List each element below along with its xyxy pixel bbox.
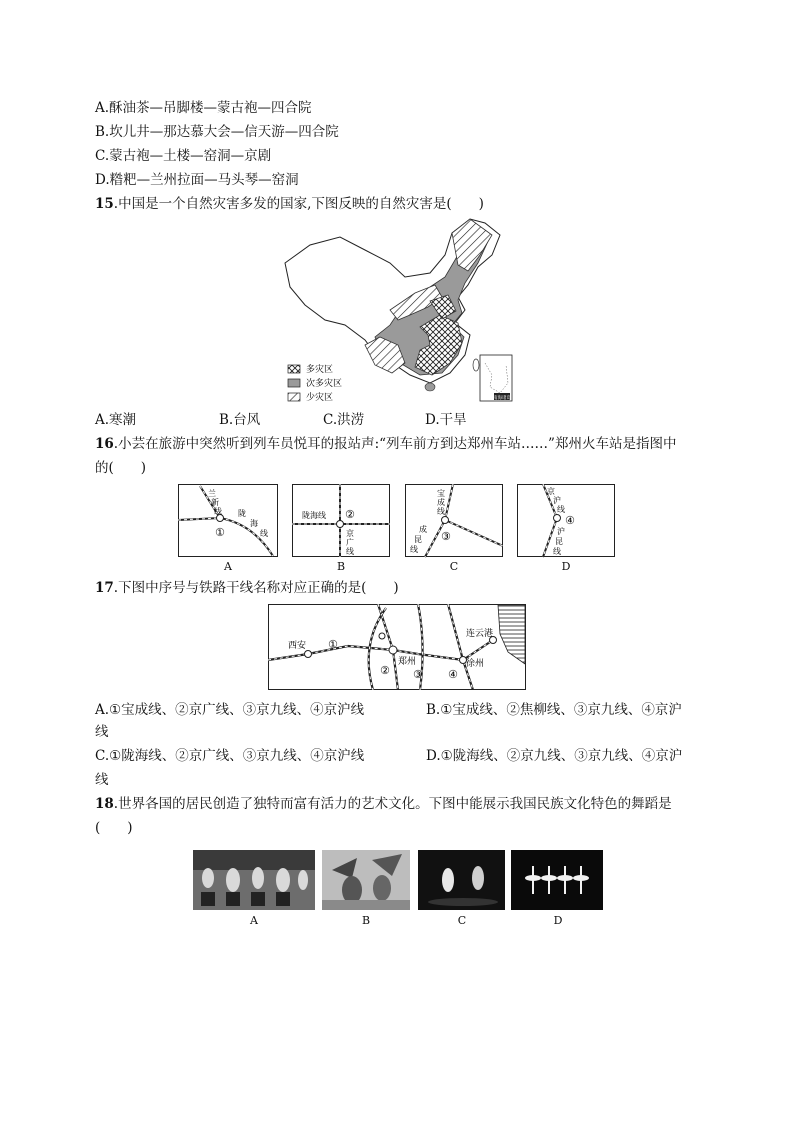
svg-text:③: ③	[441, 530, 451, 543]
city-xian: 西安	[288, 641, 307, 651]
q17-option-b-line1: B.①宝成线、②焦柳线、③京九线、④京沪	[426, 702, 682, 718]
q18-stem-text: .世界各国的居民创造了独特而富有活力的艺术文化。下图中能展示我国民族文化特色的舞蹈是	[113, 796, 672, 812]
q18-caption-b: B	[361, 914, 371, 927]
dance-photo-a	[193, 850, 315, 910]
label-num-2: ②	[380, 664, 390, 677]
svg-text:线: 线	[553, 547, 561, 556]
railway-map-a	[178, 484, 278, 558]
q15-options	[95, 410, 467, 430]
q17-number: 17	[95, 580, 114, 596]
node-xian	[305, 651, 312, 658]
svg-text:线: 线	[214, 507, 222, 516]
svg-text:线: 线	[557, 505, 565, 514]
svg-text:昆: 昆	[414, 535, 422, 544]
q16-stem	[95, 434, 676, 454]
svg-text:线: 线	[437, 507, 445, 516]
svg-text:②: ②	[345, 508, 355, 521]
legend-high: 多灾区	[306, 365, 334, 375]
q16-caption-b: B	[336, 560, 346, 573]
railway-network-map	[268, 604, 526, 690]
q15-stem-text: .中国是一个自然灾害多发的国家,下图反映的自然灾害是( )	[113, 196, 484, 212]
q18-caption-c: C	[457, 914, 467, 927]
q14-option-a: A.酥油茶—吊脚楼—蒙古袍—四合院	[95, 100, 312, 116]
svg-text:兰: 兰	[208, 489, 216, 498]
dance-photo-d	[511, 850, 603, 910]
label-num-4: ④	[448, 668, 458, 681]
q17-option-b-line2: 线	[95, 724, 109, 740]
map-legend	[288, 363, 342, 403]
svg-text:广: 广	[346, 538, 354, 547]
svg-text:沪: 沪	[557, 527, 565, 536]
q15-option-c: C.洪涝	[323, 412, 365, 428]
q14-option-b: B.坎儿井—那达慕大会—信天游—四合院	[95, 124, 339, 140]
svg-text:海: 海	[250, 519, 258, 528]
q18-number: 18	[95, 796, 114, 812]
svg-text:线: 线	[346, 547, 354, 556]
svg-text:④: ④	[565, 514, 575, 527]
svg-text:陇: 陇	[238, 509, 246, 518]
q18-caption-a: A	[250, 914, 258, 927]
q18-stem-line2: ( )	[95, 820, 133, 836]
svg-text:成: 成	[437, 498, 445, 507]
svg-text:线: 线	[410, 545, 418, 554]
q17-option-d-line2: 线	[95, 772, 109, 788]
q17-option-a: A.①宝成线、②京广线、③京九线、④京沪线	[95, 702, 365, 718]
q15-option-d: D.干旱	[425, 412, 467, 428]
legend-low: 少灾区	[306, 393, 334, 403]
svg-text:新: 新	[211, 498, 219, 507]
city-xuzhou: 徐州	[466, 659, 485, 669]
china-disaster-map	[280, 215, 520, 405]
svg-text:①: ①	[215, 526, 225, 539]
node-junction	[379, 633, 385, 639]
dance-photo-b	[322, 850, 410, 910]
city-lianyungang: 连云港	[466, 629, 494, 639]
svg-text:昆: 昆	[555, 537, 563, 546]
q16-number: 16	[95, 436, 114, 452]
railway-map-c	[405, 484, 503, 558]
q16-stem-line2: 的( )	[95, 460, 147, 476]
hainan-island	[425, 383, 435, 391]
q17-stem-text: .下图中序号与铁路干线名称对应正确的是( )	[113, 580, 399, 596]
svg-text:宝: 宝	[437, 489, 445, 498]
q17-option-c: C.①陇海线、②京广线、③京九线、④京沪线	[95, 748, 365, 764]
svg-text:线: 线	[260, 529, 268, 538]
q14-option-d: D.糌粑—兰州拉面—马头琴—窑洞	[95, 172, 299, 188]
q17-option-d-line1: D.①陇海线、②京九线、③京九线、④京沪	[426, 748, 683, 764]
q16-caption-d: D	[561, 560, 571, 573]
q14-option-c: C.蒙古袍—土楼—窑洞—京剧	[95, 148, 272, 164]
q15-option-a: A.寒潮	[95, 412, 137, 428]
q17-stem	[95, 578, 399, 598]
dance-photo-c	[418, 850, 505, 910]
q15-option-b: B.台风	[219, 412, 261, 428]
taiwan-island	[473, 359, 479, 371]
svg-text:陇海线: 陇海线	[302, 511, 326, 520]
q18-stem	[95, 794, 672, 814]
svg-text:京: 京	[547, 487, 555, 496]
city-zhengzhou: 郑州	[398, 657, 417, 667]
legend-medium: 次多灾区	[306, 379, 343, 389]
railway-map-d	[517, 484, 615, 558]
q15-stem	[95, 194, 484, 214]
svg-text:成: 成	[419, 525, 427, 534]
inset-label: 南海诸岛	[493, 396, 511, 401]
node-zhengzhou	[389, 646, 397, 654]
q16-caption-a: A	[224, 560, 232, 573]
svg-text:京: 京	[346, 529, 354, 538]
svg-text:沪: 沪	[553, 496, 561, 505]
q16-caption-c: C	[449, 560, 459, 573]
q18-caption-d: D	[553, 914, 563, 927]
q16-stem-text: .小芸在旅游中突然听到列车员悦耳的报站声:“列车前方到达郑州车站……”郑州火车站是指图中	[113, 436, 677, 452]
label-num-3: ③	[413, 668, 423, 681]
q15-number: 15	[95, 196, 114, 212]
label-num-1: ①	[328, 638, 338, 651]
railway-map-b	[292, 484, 390, 558]
